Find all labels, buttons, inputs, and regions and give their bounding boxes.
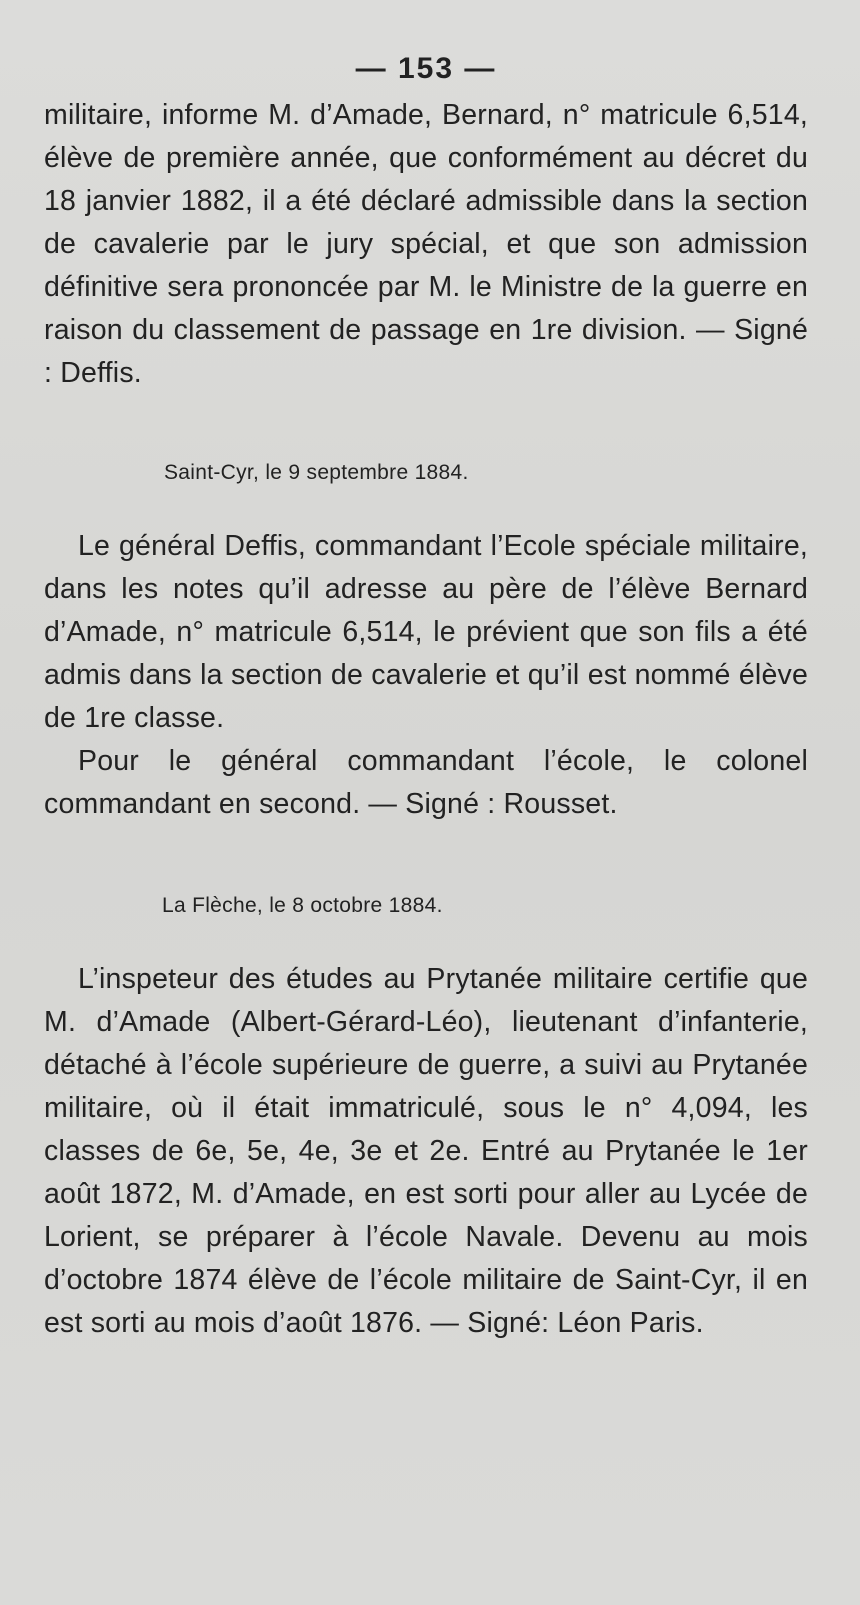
page-number: — 153 —	[355, 52, 497, 85]
dateline-saint-cyr: Saint-Cyr, le 9 septembre 1884.	[164, 461, 469, 484]
paragraph-3: Pour le général commandant l’école, le colonel commandant en second. — Signé : Rousset.	[44, 745, 808, 820]
dateline-la-fleche: La Flèche, le 8 octobre 1884.	[162, 894, 443, 917]
paragraph-4: L’inspeteur des études au Prytanée militaire certifie que M. d’Amade (Albert-Gérard-Léo), lieutenant d’infanterie, détaché à l’école supérieure de guerre, a suivi au Prytanée militaire, où il était immatriculé, sous le n° 4,094, les classes de 6e, 5e, 4e, 3e et 2e. Entré au Prytanée le 1er août 1872, M. d’Amade, en est sorti pour aller au Lycée de Lorient, se préparer à l’école Navale. Devenu au mois d’octobre 1874 élève de l’école militaire de Saint-Cyr, il en est sorti au mois d’août 1876. — Signé: Léon Paris.	[44, 963, 808, 1339]
paragraph-1: militaire, informe M. d’Amade, Bernard, n° matricule 6,514, élève de première année, que conformément au décret du 18 janvier 1882, il a été déclaré admissible dans la section de cavalerie par le jury spécial, et que son admission définitive sera prononcée par M. le Ministre de la guerre en raison du classement de passage en 1re division. — Signé : Deffis.	[44, 99, 808, 389]
paragraph-2: Le général Deffis, commandant l’Ecole spéciale militaire, dans les notes qu’il adresse au père de l’élève Bernard d’Amade, n° matricule 6,514, le prévient que son fils a été admis dans la section de cavalerie et qu’il est nommé élève de 1re classe.	[44, 530, 808, 734]
